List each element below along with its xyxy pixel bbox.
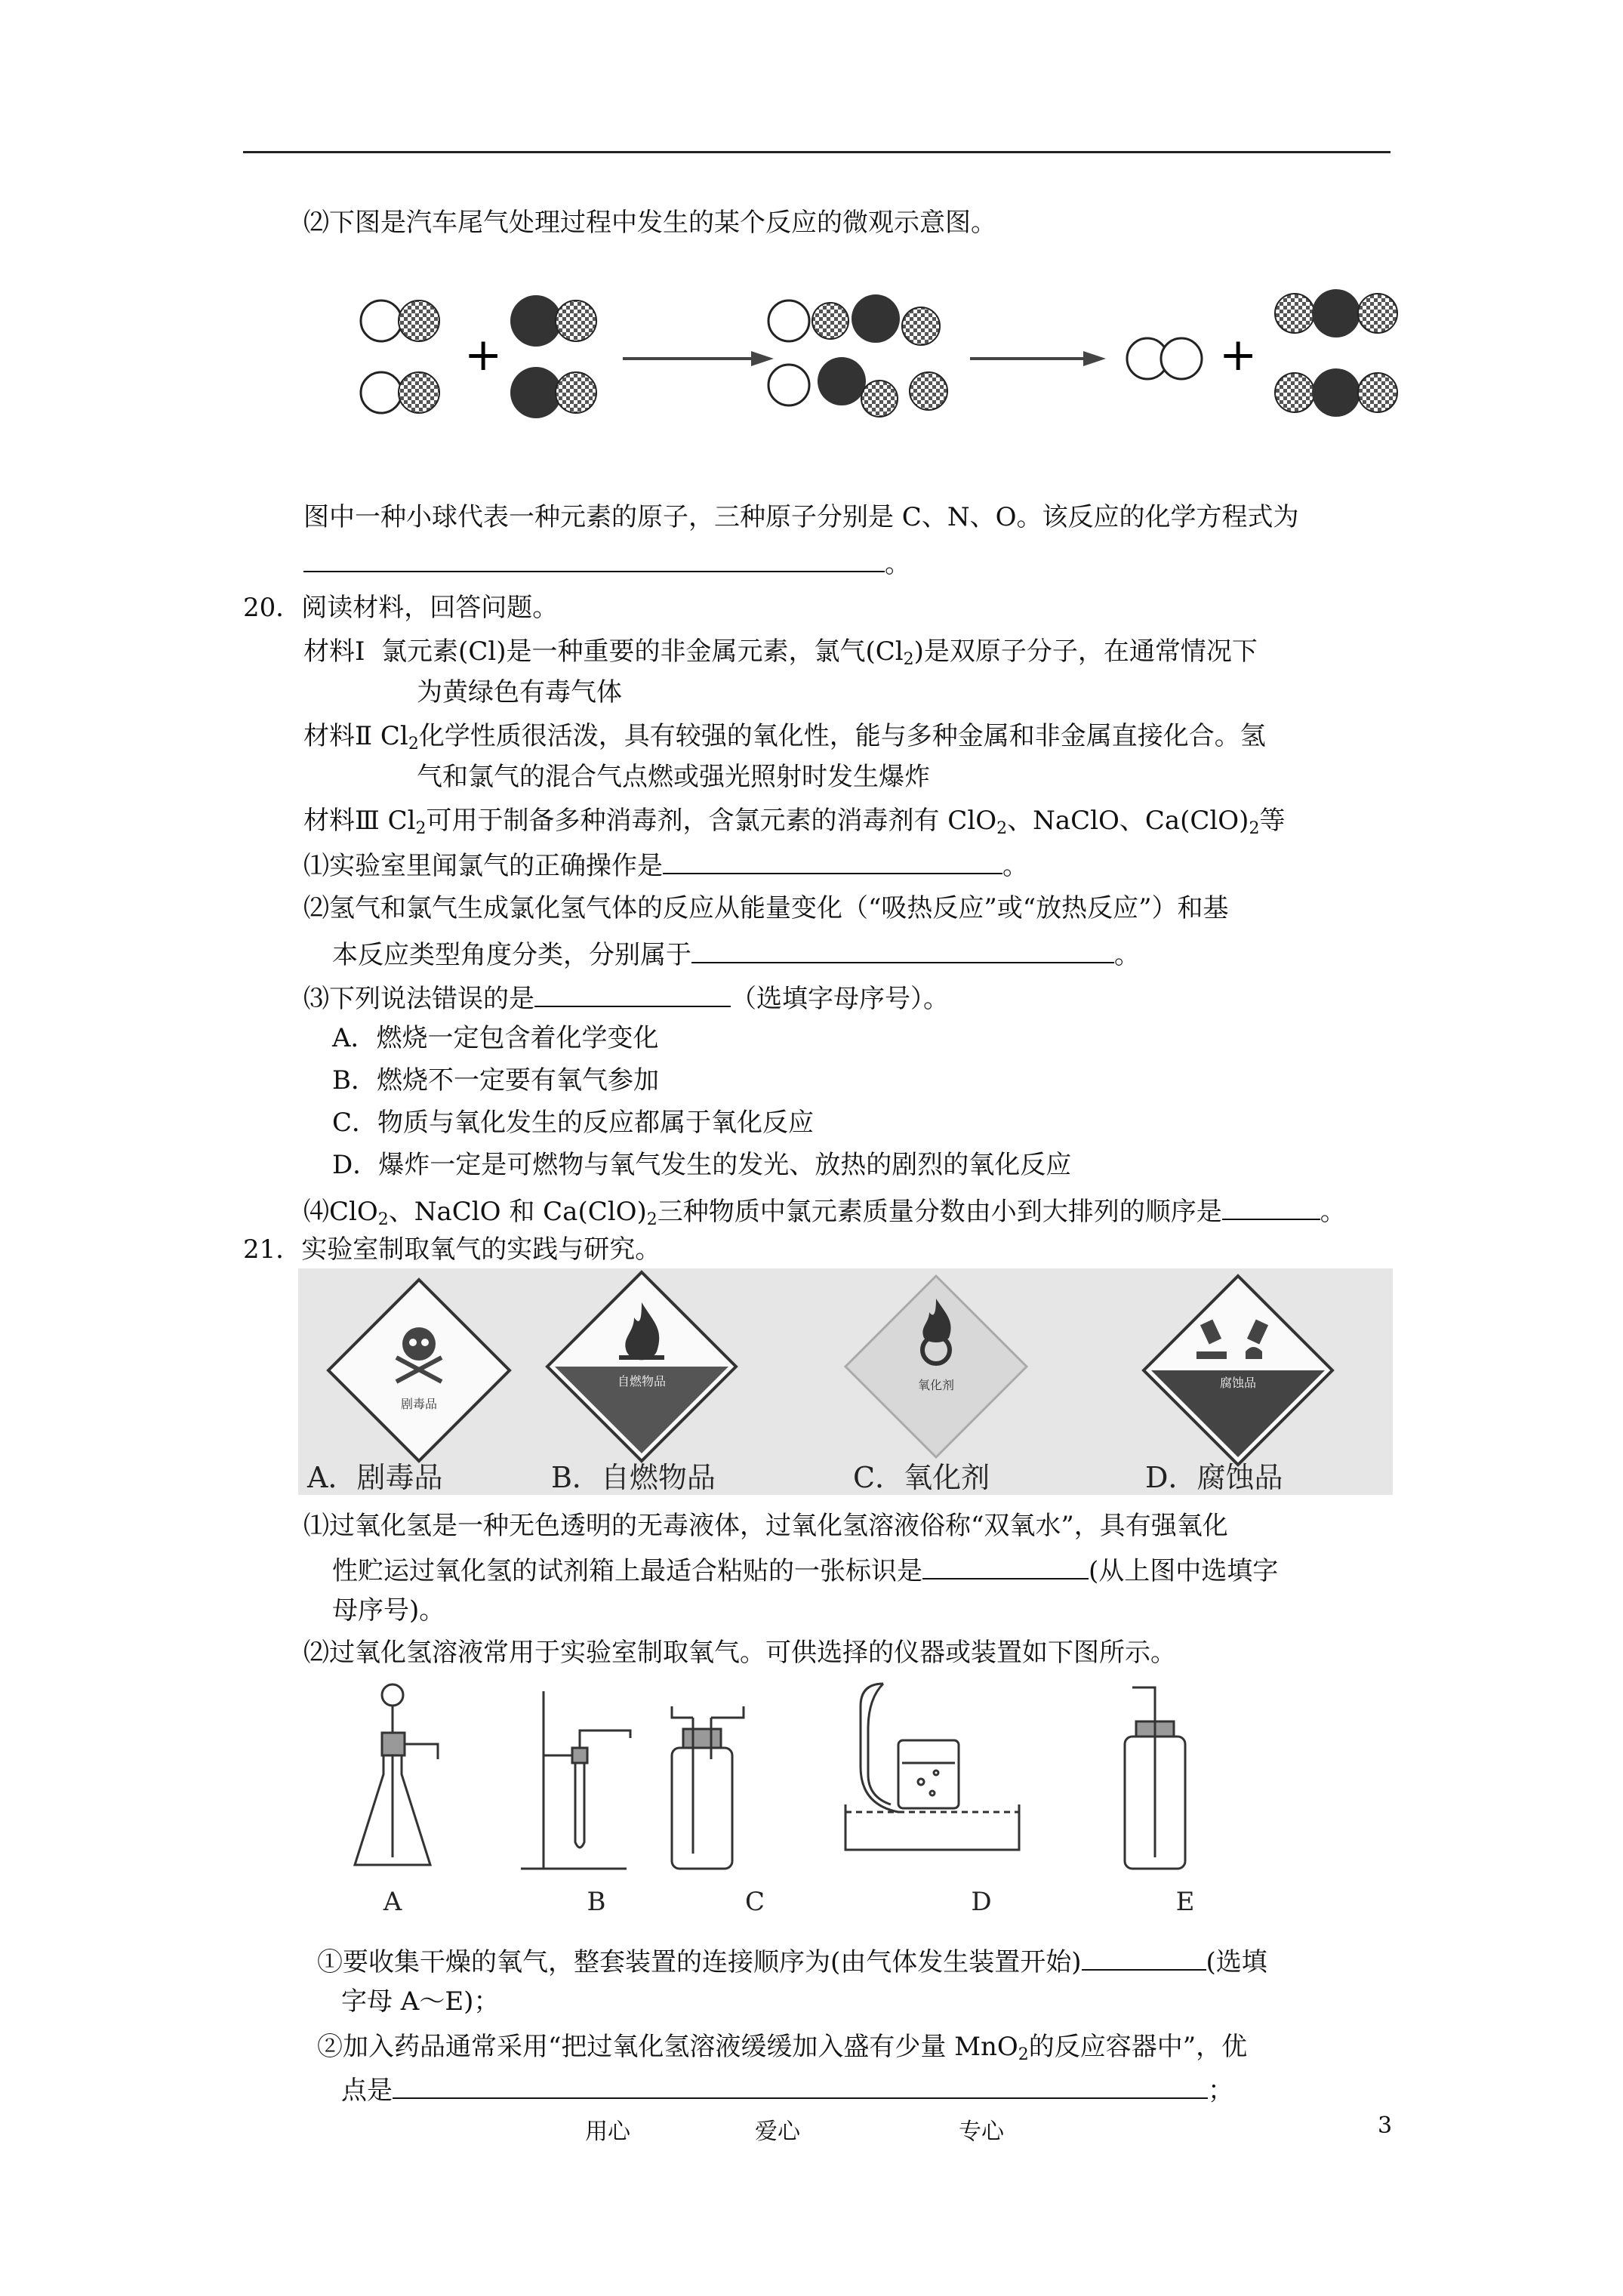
- reactant-molecule: [361, 300, 439, 413]
- q20-part4: ⑷ClO$_2$、NaClO 和 $Ca(ClO)_2$三种物质中氯元素质量分数由小到大排列的顺序是 。: [303, 1191, 1346, 1237]
- answer-blank[interactable]: [1082, 1942, 1206, 1971]
- apparatus-figure: [340, 1676, 1246, 1925]
- q21-sub2: ②加入药品通常采用“把过氧化氢溶液缓缓加入盛有少量 MnO$_2$的反应容器中”，优: [317, 2032, 1248, 2064]
- q21-part1-cont2: 母序号)。: [332, 1595, 445, 1626]
- option-b: B．燃烧不一定要有氧气参加: [332, 1065, 659, 1096]
- material-1: 材料Ⅰ 氯元素(Cl)是一种重要的非金属元素，氯气$(Cl_2)$是双原子分子，在通常情况下: [303, 636, 1258, 669]
- q20-part1: ⑴实验室里闻氯气的正确操作是 。: [303, 846, 1028, 883]
- apparatus-label-b: B: [587, 1887, 606, 1917]
- material-2: 材料Ⅱ $Cl_2$化学性质很活泼，具有较强的氧化性，能与多种金属和非金属直接化合。氢: [303, 721, 1266, 754]
- q21-sub2-cont: 点是 ；: [341, 2070, 1233, 2108]
- footer-word-2: 爱心: [755, 2119, 800, 2145]
- svg-text:氧化剂: 氧化剂: [917, 1378, 955, 1392]
- q20-heading: [243, 590, 558, 625]
- q21-part2: ⑵过氧化氢溶液常用于实验室制取氧气。可供选择的仪器或装置如下图所示。: [303, 1638, 1176, 1668]
- q21-sub1-cont: 字母 A～E)；: [341, 1986, 500, 2017]
- option-d: D．爆炸一定是可燃物与氧气发生的发光、放热的剧烈的氧化反应: [332, 1150, 1072, 1180]
- q21-heading: [243, 1232, 661, 1267]
- q21-part1: ⑴过氧化氢是一种无色透明的无毒液体，过氧化氢溶液俗称“双氧水”，具有强氧化: [303, 1511, 1228, 1541]
- answer-blank[interactable]: [691, 935, 1114, 963]
- apparatus-label-a: A: [383, 1887, 402, 1917]
- svg-text:自燃物品: 自燃物品: [617, 1374, 667, 1388]
- apparatus-label-d: D: [971, 1887, 992, 1917]
- q21-sub1: ①要收集干燥的氧气，整套装置的连接顺序为(由气体发生装置开始) (选填: [317, 1942, 1267, 1980]
- svg-text:剧毒品: 剧毒品: [400, 1397, 438, 1411]
- reaction-diagram: [343, 257, 1415, 423]
- reactant-molecule: [510, 295, 596, 418]
- material-1-cont: 为黄绿色有毒气体: [417, 677, 622, 707]
- apparatus-e-collecting-bottle: [1125, 1687, 1185, 1869]
- svg-text:腐蚀品: 腐蚀品: [1219, 1376, 1257, 1390]
- answer-blank[interactable]: [534, 978, 731, 1007]
- reaction-arrow: [623, 351, 774, 366]
- question-number: 21．: [243, 1234, 302, 1265]
- option-a: A．燃烧一定包含着化学变化: [332, 1023, 659, 1053]
- sign-caption-c: C．氧化剂: [853, 1461, 990, 1494]
- hazard-signs-figure: [298, 1268, 1393, 1495]
- q21-part1-cont: 性贮运过氧化氢的试剂箱上最适合粘贴的一张标识是 (从上图中选填字: [332, 1551, 1278, 1589]
- reaction-arrow: [970, 351, 1106, 366]
- sign-caption-b: B．自燃物品: [551, 1461, 716, 1494]
- q19-caption: 图中一种小球代表一种元素的原子，三种原子分别是 C、N、O。该反应的化学方程式为: [303, 502, 1299, 532]
- apparatus-b-test-tube-stand: [521, 1691, 630, 1869]
- plus-sign: +: [1219, 328, 1258, 381]
- apparatus-a-flask: [355, 1684, 438, 1865]
- apparatus-label-c: C: [744, 1887, 765, 1917]
- material-3: 材料Ⅲ $Cl_2$可用于制备多种消毒剂，含氯元素的消毒剂有 ClO$_2$、NaClO、$Ca(ClO)_2$等: [303, 806, 1286, 838]
- product-molecule: [1275, 289, 1397, 417]
- q20-part2-cont: 本反应类型角度分类，分别属于 。: [332, 935, 1140, 972]
- question-number: 20．: [243, 593, 302, 623]
- question-title: 阅读材料，回答问题。: [301, 593, 559, 623]
- apparatus-c-washing-bottle: [672, 1706, 744, 1869]
- sign-caption-a: A．剧毒品: [307, 1461, 443, 1494]
- product-molecule: [1127, 338, 1202, 379]
- plus-sign: +: [464, 328, 503, 381]
- page-number: 3: [1378, 2113, 1393, 2139]
- q20-part3: ⑶下列说法错误的是 （选填字母序号）。: [303, 978, 949, 1016]
- answer-blank[interactable]: [922, 1551, 1089, 1579]
- option-c: C．物质与氧化发生的反应都属于氧化反应: [332, 1108, 815, 1138]
- apparatus-label-e: E: [1175, 1887, 1195, 1917]
- sign-caption-d: D．腐蚀品: [1145, 1461, 1283, 1494]
- apparatus-d-water-trough: [845, 1684, 1019, 1850]
- footer-word-3: 专心: [959, 2119, 1004, 2145]
- answer-blank[interactable]: [393, 2070, 1208, 2099]
- answer-blank[interactable]: [663, 846, 1002, 874]
- q19-answer-line: 。: [303, 544, 910, 581]
- q20-part2: ⑵氢气和氯气生成氯化氢气体的反应从能量变化（“吸热反应”或“放热反应”）和基: [303, 893, 1229, 923]
- answer-blank[interactable]: [303, 544, 885, 572]
- answer-blank[interactable]: [1222, 1191, 1320, 1220]
- material-2-cont: 气和氯气的混合气点燃或强光照射时发生爆炸: [417, 762, 930, 792]
- footer-word-1: 用心: [585, 2119, 630, 2145]
- q19-part2-intro: ⑵下图是汽车尾气处理过程中发生的某个反应的微观示意图。: [303, 208, 996, 238]
- header-rule: [243, 151, 1390, 153]
- intermediate-atoms: [768, 294, 947, 417]
- question-title: 实验室制取氧气的实践与研究。: [301, 1234, 661, 1265]
